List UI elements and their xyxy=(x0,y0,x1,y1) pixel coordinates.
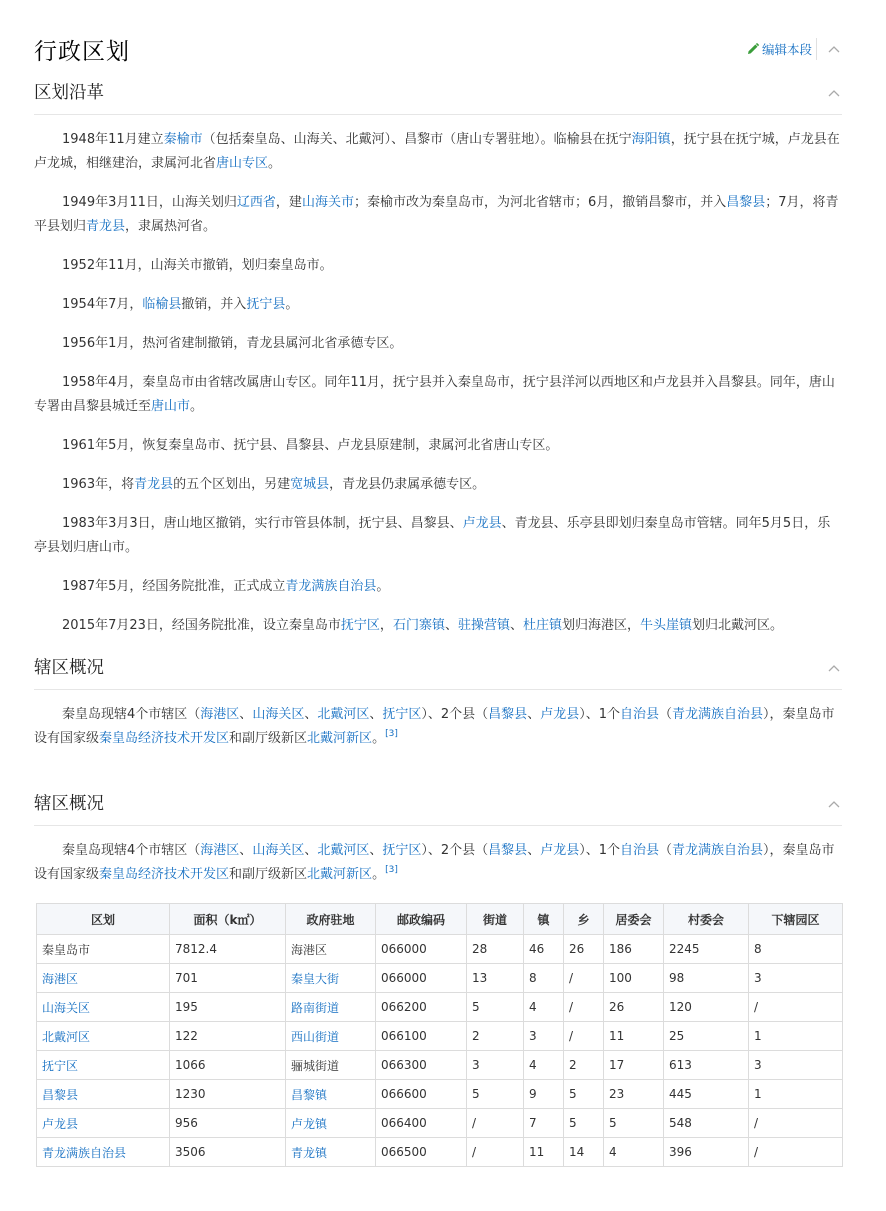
text-run: （ xyxy=(659,843,673,858)
table-cell: 1230 xyxy=(170,1080,286,1109)
table-cell: 3506 xyxy=(170,1138,286,1167)
column-header: 区划 xyxy=(37,904,170,935)
history-heading xyxy=(34,80,842,115)
text-run: 、青龙县、乐亭县即划归秦皇岛市管辖。同年5月5日，乐亭县划归唐山市。 xyxy=(34,516,831,555)
inline-link[interactable]: 牛头崖镇 xyxy=(640,618,693,633)
inline-link[interactable]: 青龙县 xyxy=(134,477,174,492)
text-run: 、 xyxy=(369,707,383,722)
table-cell: 5 xyxy=(564,1109,604,1138)
table-cell: 8 xyxy=(749,935,843,964)
table-cell: / xyxy=(749,1138,843,1167)
text-run: 2015年7月23日，经国务院批准，设立秦皇岛市 xyxy=(62,618,341,633)
cell-link[interactable]: 青龙满族自治县 xyxy=(42,1145,127,1160)
inline-link[interactable]: 卢龙县 xyxy=(540,707,580,722)
text-run: 秦皇岛现辖4个市辖区（ xyxy=(62,843,201,858)
history-heading-title: 区划沿革 xyxy=(34,83,104,103)
table-cell: / xyxy=(564,1022,604,1051)
table-cell xyxy=(286,1138,376,1167)
table-cell: 4 xyxy=(524,1051,564,1080)
column-header: 村委会 xyxy=(664,904,749,935)
table-cell: 066300 xyxy=(376,1051,467,1080)
table-cell: 5 xyxy=(564,1080,604,1109)
table-cell xyxy=(286,993,376,1022)
cell-link[interactable]: 秦皇大街 xyxy=(291,971,340,986)
text-run: 1961年5月，恢复秦皇岛市、抚宁县、昌黎县、卢龙县原建制，隶属河北省唐山专区。 xyxy=(62,438,559,453)
table-cell xyxy=(286,1109,376,1138)
inline-link[interactable]: 抚宁区 xyxy=(382,843,422,858)
table-cell: 066200 xyxy=(376,993,467,1022)
inline-link[interactable]: 青龙满族自治县 xyxy=(285,579,377,594)
table-cell: 9 xyxy=(524,1080,564,1109)
table-header-row xyxy=(37,904,843,935)
text-run: 秦皇岛现辖4个市辖区（ xyxy=(62,707,201,722)
column-header: 下辖园区 xyxy=(749,904,843,935)
table-cell: 23 xyxy=(604,1080,664,1109)
table-row xyxy=(37,1022,843,1051)
cell-link[interactable]: 昌黎镇 xyxy=(291,1087,328,1102)
column-header: 政府驻地 xyxy=(286,904,376,935)
history-paragraph xyxy=(34,191,840,254)
text-run: ）、1个 xyxy=(579,843,620,858)
history-paragraph xyxy=(34,512,840,575)
inline-link[interactable]: 自治县 xyxy=(620,707,660,722)
table-cell: 1 xyxy=(749,1022,843,1051)
history-paragraph xyxy=(34,614,840,638)
table-cell: 25 xyxy=(664,1022,749,1051)
table-cell xyxy=(37,993,170,1022)
table-cell: 骊城街道 xyxy=(286,1051,376,1080)
text-run: ，建 xyxy=(275,195,302,210)
overview-heading-2 xyxy=(34,791,842,826)
table-cell: 17 xyxy=(604,1051,664,1080)
table-cell xyxy=(37,1022,170,1051)
history-paragraph xyxy=(34,473,840,512)
cell-link[interactable]: 青龙镇 xyxy=(291,1145,328,1160)
table-cell xyxy=(37,1080,170,1109)
text-run: 划归北戴河区。 xyxy=(692,618,784,633)
text-run: 。 xyxy=(372,731,386,746)
inline-link[interactable]: 山海关区 xyxy=(252,707,305,722)
inline-link[interactable]: 昌黎县 xyxy=(488,843,528,858)
inline-link[interactable]: 秦皇岛经济技术开发区 xyxy=(99,731,230,746)
cell-link[interactable]: 昌黎县 xyxy=(42,1087,79,1102)
column-header: 镇 xyxy=(524,904,564,935)
text-run: 。 xyxy=(372,867,386,882)
table-cell: 5 xyxy=(467,1080,524,1109)
table-cell xyxy=(286,1022,376,1051)
table-cell: 8 xyxy=(524,964,564,993)
table-cell: 5 xyxy=(604,1109,664,1138)
table-body xyxy=(37,935,843,1167)
table-cell: 11 xyxy=(524,1138,564,1167)
citation-link[interactable]: [3] xyxy=(385,865,398,875)
column-header: 邮政编码 xyxy=(376,904,467,935)
table-cell: 2 xyxy=(467,1022,524,1051)
inline-link[interactable]: 青龙满族自治县 xyxy=(672,707,764,722)
text-run: 和副厅级新区 xyxy=(229,867,308,882)
cell-link[interactable]: 卢龙镇 xyxy=(291,1116,328,1131)
inline-link[interactable]: 秦皇岛经济技术开发区 xyxy=(99,867,230,882)
text-run: 1963年，将 xyxy=(62,477,135,492)
table-cell: 4 xyxy=(524,993,564,1022)
table-cell: 186 xyxy=(604,935,664,964)
cell-link[interactable]: 路南街道 xyxy=(291,1000,340,1015)
table-cell: 701 xyxy=(170,964,286,993)
text-run: ；秦榆市改为秦皇岛市，为河北省辖市；6月，撤销昌黎市，并入 xyxy=(353,195,727,210)
table-cell: / xyxy=(467,1109,524,1138)
table-cell: / xyxy=(749,1109,843,1138)
table-row xyxy=(37,1051,843,1080)
table-row xyxy=(37,1138,843,1167)
table-cell: 11 xyxy=(604,1022,664,1051)
inline-link[interactable]: 临榆县 xyxy=(142,297,182,312)
text-run: 和副厅级新区 xyxy=(229,731,308,746)
table-cell: / xyxy=(749,993,843,1022)
column-header: 居委会 xyxy=(604,904,664,935)
inline-link[interactable]: 北戴河区 xyxy=(317,707,370,722)
column-header: 面积（k㎡） xyxy=(170,904,286,935)
text-run: ），秦皇岛市设有国家级 xyxy=(34,843,835,882)
text-run: ，隶属热河省。 xyxy=(125,219,217,234)
table-cell xyxy=(286,1080,376,1109)
table-cell: 秦皇岛市 xyxy=(37,935,170,964)
history-paragraph xyxy=(34,434,840,473)
text-run: 、 xyxy=(509,618,523,633)
edit-section-label: 编辑本段 xyxy=(761,42,812,57)
inline-link[interactable]: 青龙满族自治县 xyxy=(672,843,764,858)
history-text xyxy=(34,128,840,638)
text-run: ， xyxy=(379,618,393,633)
history-paragraph xyxy=(34,293,840,332)
table-cell: 122 xyxy=(170,1022,286,1051)
text-run: 1949年3月11日，山海关划归 xyxy=(62,195,237,210)
table-row xyxy=(37,1109,843,1138)
text-run: 。 xyxy=(190,399,204,414)
table-row xyxy=(37,993,843,1022)
table-cell: 26 xyxy=(604,993,664,1022)
inline-link[interactable]: 卢龙县 xyxy=(462,516,502,531)
inline-link[interactable]: 辽西省 xyxy=(236,195,276,210)
table-cell: 2245 xyxy=(664,935,749,964)
inline-link[interactable]: 卢龙县 xyxy=(540,843,580,858)
text-run: 1983年3月3日，唐山地区撤销，实行市管县体制，抚宁县、昌黎县、 xyxy=(62,516,463,531)
text-run: ），秦皇岛市设有国家级 xyxy=(34,707,835,746)
history-paragraph xyxy=(34,371,840,434)
text-run: ）、1个 xyxy=(579,707,620,722)
inline-link[interactable]: 宽城县 xyxy=(290,477,330,492)
table-cell: 海港区 xyxy=(286,935,376,964)
chevron-up-icon[interactable] xyxy=(828,45,840,53)
history-paragraph xyxy=(34,332,840,371)
table-cell: / xyxy=(564,993,604,1022)
table-cell: 3 xyxy=(749,1051,843,1080)
cell-link[interactable]: 卢龙县 xyxy=(42,1116,79,1131)
table-cell: 445 xyxy=(664,1080,749,1109)
text-run: ；7月，将青平县划归 xyxy=(34,195,839,234)
table-cell: 7 xyxy=(524,1109,564,1138)
text-run: 、 xyxy=(239,707,253,722)
table-cell: 1066 xyxy=(170,1051,286,1080)
inline-link[interactable]: 抚宁区 xyxy=(340,618,380,633)
citation-link[interactable]: [3] xyxy=(385,729,398,739)
table-row xyxy=(37,935,843,964)
cell-link[interactable]: 山海关区 xyxy=(42,1000,91,1015)
chevron-up-icon[interactable] xyxy=(828,89,840,97)
text-run: ）、2个县（ xyxy=(421,707,489,722)
inline-link[interactable]: 海港区 xyxy=(200,707,240,722)
text-run: 撤销，并入 xyxy=(181,297,247,312)
inline-link[interactable]: 抚宁区 xyxy=(382,707,422,722)
table-cell: 3 xyxy=(524,1022,564,1051)
inline-link[interactable]: 青龙县 xyxy=(86,219,126,234)
text-run: 。 xyxy=(268,156,282,171)
overview-heading-title: 辖区概况 xyxy=(34,658,104,678)
header-divider xyxy=(816,38,817,60)
overview-text xyxy=(34,703,840,751)
table-cell: 4 xyxy=(604,1138,664,1167)
table-cell xyxy=(37,1109,170,1138)
table-cell xyxy=(37,964,170,993)
history-paragraph xyxy=(34,128,840,191)
text-run: 1956年1月，热河省建制撤销，青龙县属河北省承德专区。 xyxy=(62,336,403,351)
text-run: 、 xyxy=(444,618,458,633)
text-run: 1948年11月建立 xyxy=(62,132,164,147)
table-cell: 46 xyxy=(524,935,564,964)
table-cell xyxy=(286,964,376,993)
section-title: 行政区划 xyxy=(34,39,130,65)
text-run: ，青龙县仍隶属承德专区。 xyxy=(329,477,486,492)
table-cell: 066500 xyxy=(376,1138,467,1167)
table-cell: 066100 xyxy=(376,1022,467,1051)
table-cell: / xyxy=(467,1138,524,1167)
history-paragraph xyxy=(34,254,840,293)
cell-link[interactable]: 西山街道 xyxy=(291,1029,340,1044)
text-run: 1987年5月，经国务院批准，正式成立 xyxy=(62,579,286,594)
table-cell: 100 xyxy=(604,964,664,993)
cell-link[interactable]: 北戴河区 xyxy=(42,1029,91,1044)
text-run: 、 xyxy=(304,843,318,858)
table-cell: 120 xyxy=(664,993,749,1022)
text-run: 、 xyxy=(527,843,541,858)
table-cell: 5 xyxy=(467,993,524,1022)
table-cell: 066400 xyxy=(376,1109,467,1138)
text-run: 、 xyxy=(239,843,253,858)
chevron-up-icon[interactable] xyxy=(828,800,840,808)
text-run: ）、2个县（ xyxy=(421,843,489,858)
overview-paragraph xyxy=(34,839,840,887)
table-cell: 26 xyxy=(564,935,604,964)
column-header: 乡 xyxy=(564,904,604,935)
table-cell: 3 xyxy=(749,964,843,993)
inline-link[interactable]: 北戴河区 xyxy=(317,843,370,858)
table-cell xyxy=(37,1051,170,1080)
text-run: （ xyxy=(659,707,673,722)
column-header: 街道 xyxy=(467,904,524,935)
inline-link[interactable]: 秦榆市 xyxy=(163,132,203,147)
table-cell: 13 xyxy=(467,964,524,993)
inline-link[interactable]: 唐山市 xyxy=(151,399,191,414)
table-cell: 7812.4 xyxy=(170,935,286,964)
table-cell: 066600 xyxy=(376,1080,467,1109)
inline-link[interactable]: 石门寨镇 xyxy=(392,618,445,633)
inline-link[interactable]: 昌黎县 xyxy=(726,195,766,210)
table-cell: 1 xyxy=(749,1080,843,1109)
text-run: ，抚宁县在抚宁城，卢龙县在卢龙城，相继建治，隶属河北省 xyxy=(34,132,840,171)
table-cell: 066000 xyxy=(376,964,467,993)
cell-link[interactable]: 抚宁区 xyxy=(42,1058,79,1073)
inline-link[interactable]: 海港区 xyxy=(200,843,240,858)
text-run: 。 xyxy=(285,297,299,312)
inline-link[interactable]: 自治县 xyxy=(620,843,660,858)
pencil-icon xyxy=(747,43,759,55)
overview-heading-title: 辖区概况 xyxy=(34,794,104,814)
section-header xyxy=(34,36,842,70)
cell-link[interactable]: 海港区 xyxy=(42,971,79,986)
table-cell: 066000 xyxy=(376,935,467,964)
inline-link[interactable]: 杜庄镇 xyxy=(523,618,563,633)
text-run: 1958年4月，秦皇岛市由省辖改属唐山专区。同年11月，抚宁县并入秦皇岛市，抚宁县洋河以西地区和卢龙县并入昌黎县。同年，唐山专署由昌黎县城迁至 xyxy=(34,375,835,414)
text-run: 、 xyxy=(369,843,383,858)
table-row xyxy=(37,964,843,993)
text-run: 划归海港区， xyxy=(562,618,641,633)
table-cell: 396 xyxy=(664,1138,749,1167)
text-run: 、 xyxy=(527,707,541,722)
edit-section-link[interactable] xyxy=(747,42,812,58)
inline-link[interactable]: 驻操营镇 xyxy=(457,618,510,633)
text-run: 。 xyxy=(376,579,390,594)
text-run: 的五个区划出，另建 xyxy=(173,477,291,492)
inline-link[interactable]: 抚宁县 xyxy=(246,297,286,312)
overview-text-2 xyxy=(34,839,840,887)
text-run: （包括秦皇岛、山海关、北戴河）、昌黎市（唐山专署驻地）。临榆县在抚宁 xyxy=(202,132,632,147)
district-table xyxy=(36,903,843,1167)
overview-heading xyxy=(34,655,842,690)
text-run: 1954年7月， xyxy=(62,297,143,312)
table-cell: 613 xyxy=(664,1051,749,1080)
inline-link[interactable]: 山海关区 xyxy=(252,843,305,858)
text-run: 1952年11月，山海关市撤销，划归秦皇岛市。 xyxy=(62,258,333,273)
table-cell: 548 xyxy=(664,1109,749,1138)
inline-link[interactable]: 北戴河新区 xyxy=(307,867,373,882)
table-cell: 14 xyxy=(564,1138,604,1167)
table-cell: 956 xyxy=(170,1109,286,1138)
text-run: 、 xyxy=(304,707,318,722)
table-cell: 98 xyxy=(664,964,749,993)
overview-paragraph xyxy=(34,703,840,751)
history-paragraph xyxy=(34,575,840,614)
inline-link[interactable]: 唐山专区 xyxy=(216,156,269,171)
table-cell: 28 xyxy=(467,935,524,964)
table-cell xyxy=(37,1138,170,1167)
table-cell: 3 xyxy=(467,1051,524,1080)
chevron-up-icon[interactable] xyxy=(828,664,840,672)
inline-link[interactable]: 山海关市 xyxy=(301,195,354,210)
inline-link[interactable]: 海阳镇 xyxy=(631,132,671,147)
table-cell: / xyxy=(564,964,604,993)
table-cell: 2 xyxy=(564,1051,604,1080)
table-row xyxy=(37,1080,843,1109)
table-cell: 195 xyxy=(170,993,286,1022)
inline-link[interactable]: 昌黎县 xyxy=(488,707,528,722)
inline-link[interactable]: 北戴河新区 xyxy=(307,731,373,746)
